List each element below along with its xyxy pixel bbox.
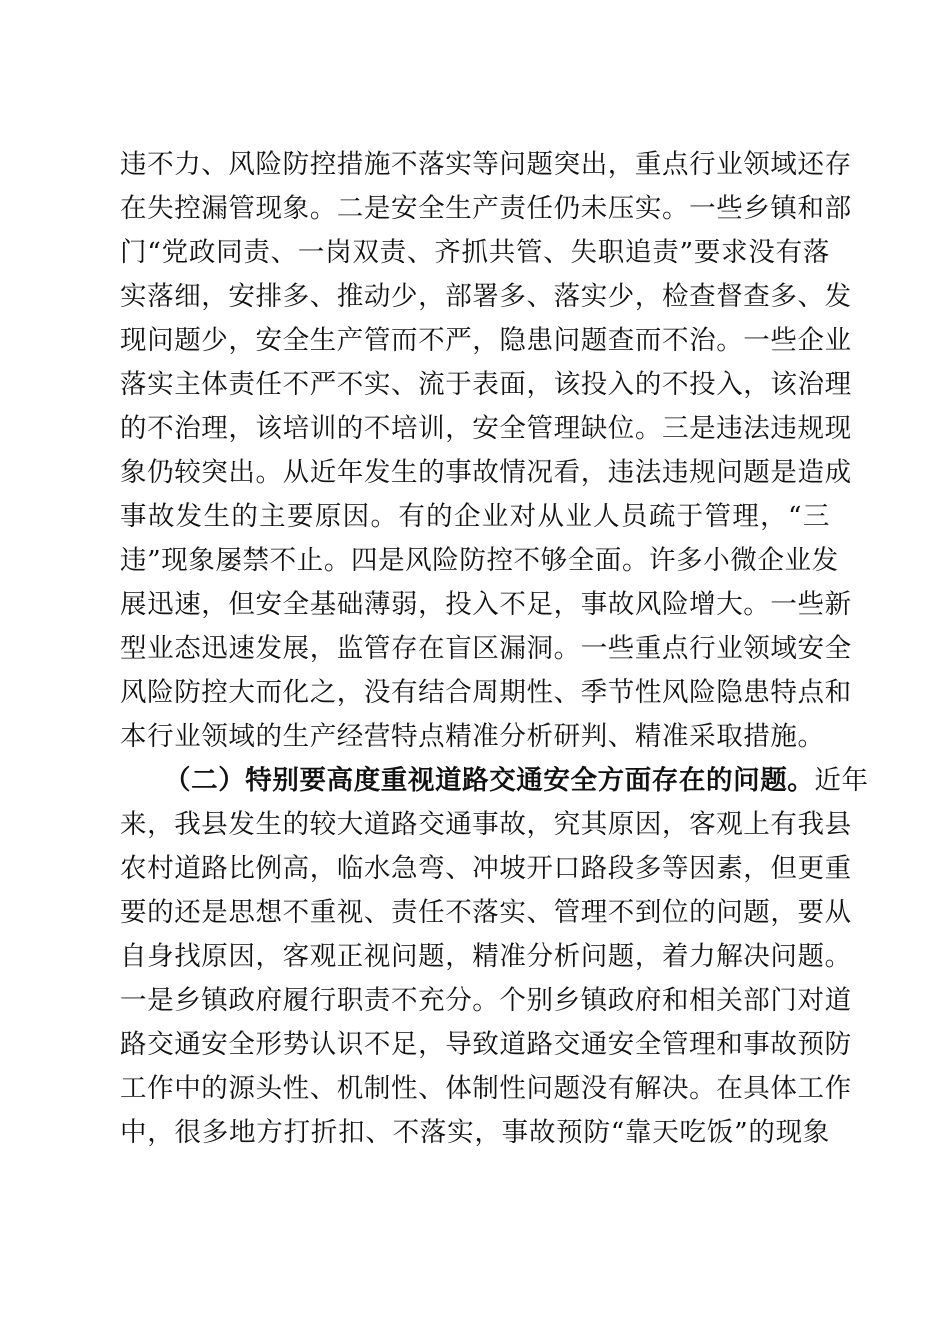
section-2-first-line-rest: 近年 — [814, 765, 869, 796]
text-line-4: 实落细，安排多、推动少，部署多、落实少，检查督查多、发 — [120, 281, 852, 312]
section-2-line-7: 工作中的源头性、机制性、体制性问题没有解决。在具体工作 — [120, 1073, 852, 1104]
section-2-line-3: 要的还是思想不重视、责任不落实、管理不到位的问题，要从 — [120, 897, 852, 928]
text-line-3: 门“党政同责、一岗双责、齐抓共管、失职追责”要求没有落 — [120, 237, 830, 268]
text-line-9: 事故发生的主要原因。有的企业对从业人员疏于管理，“三 — [120, 501, 830, 532]
text-line-13: 风险防控大而化之，没有结合周期性、季节性风险隐患特点和 — [120, 677, 852, 708]
section-2-line-2: 农村道路比例高，临水急弯、冲坡开口路段多等因素，但更重 — [120, 853, 852, 884]
section-2-line-5: 一是乡镇政府履行职责不充分。个别乡镇政府和相关部门对道 — [120, 985, 852, 1016]
section-2-line-1: 来，我县发生的较大道路交通事故，究其原因，客观上有我县 — [120, 809, 852, 840]
text-line-7: 的不治理，该培训的不培训，安全管理缺位。三是违法违规现 — [120, 413, 852, 444]
text-line-5: 现问题少，安全生产管而不严，隐患问题查而不治。一些企业 — [120, 325, 852, 356]
text-line-6: 落实主体责任不严不实、流于表面，该投入的不投入，该治理 — [120, 369, 852, 400]
section-2-line-6: 路交通安全形势认识不足，导致道路交通安全管理和事故预防 — [120, 1029, 852, 1060]
section-2-first-line — [164, 759, 869, 803]
text-line-10: 违”现象屡禁不止。四是风险防控不够全面。许多小微企业发 — [120, 545, 839, 576]
section-2-heading: （二）特别要高度重视道路交通安全方面存在的问题。 — [164, 765, 815, 796]
text-line-8: 象仍较突出。从近年发生的事故情况看，违法违规问题是造成 — [120, 457, 852, 488]
section-2-line-4: 自身找原因，客观正视问题，精准分析问题，着力解决问题。 — [120, 941, 852, 972]
text-line-11: 展迅速，但安全基础薄弱，投入不足，事故风险增大。一些新 — [120, 589, 852, 620]
text-line-12: 型业态迅速发展，监管存在盲区漏洞。一些重点行业领域安全 — [120, 633, 852, 664]
text-line-14: 本行业领域的生产经营特点精准分析研判、精准采取措施。 — [120, 721, 825, 752]
text-line-1: 违不力、风险防控措施不落实等问题突出，重点行业领域还存 — [120, 149, 852, 180]
text-line-2: 在失控漏管现象。二是安全生产责任仍未压实。一些乡镇和部 — [120, 193, 852, 224]
section-2-line-8: 中，很多地方打折扣、不落实，事故预防“靠天吃饭”的现象 — [120, 1117, 830, 1148]
